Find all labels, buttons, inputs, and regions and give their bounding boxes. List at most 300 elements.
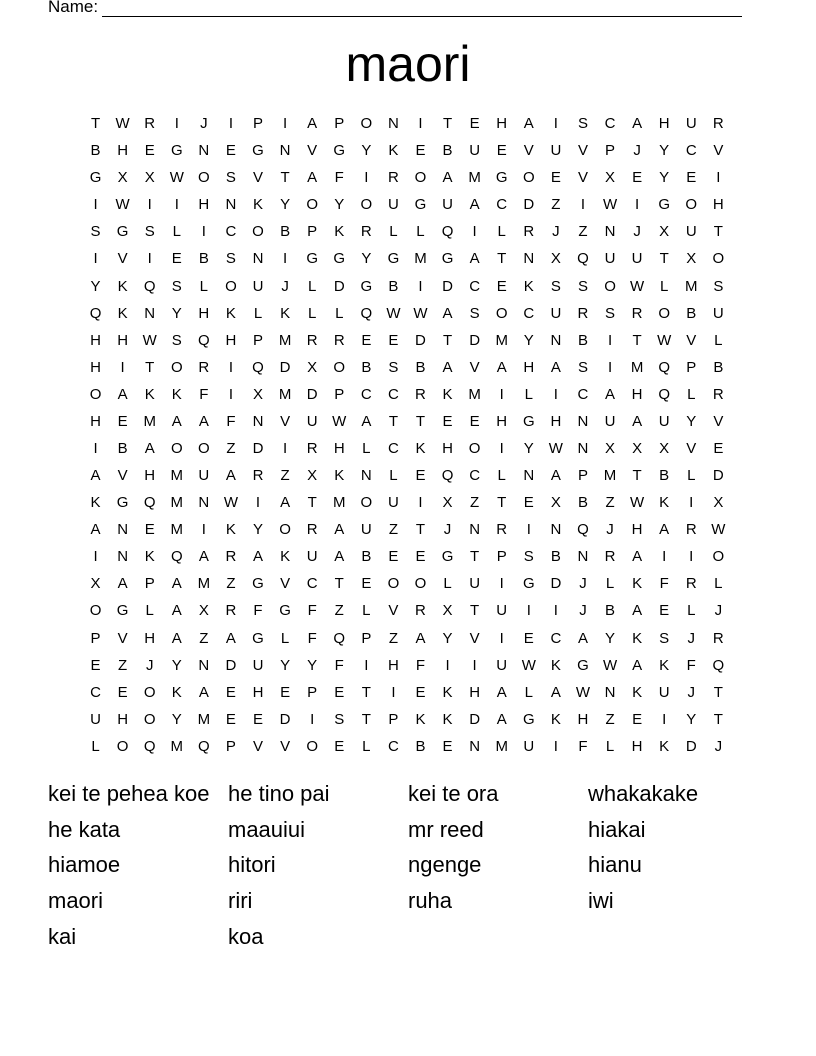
grid-letter[interactable]: M [197, 710, 211, 728]
grid-letter[interactable]: J [579, 602, 587, 620]
grid-letter[interactable]: V [469, 358, 480, 376]
grid-letter[interactable]: B [659, 467, 670, 485]
grid-letter[interactable]: A [198, 548, 209, 566]
grid-letter[interactable]: A [442, 304, 453, 322]
grid-letter[interactable]: Q [441, 223, 454, 241]
grid-letter[interactable]: H [333, 439, 345, 457]
grid-letter[interactable]: L [253, 304, 263, 322]
grid-letter[interactable]: J [633, 142, 641, 160]
grid-letter[interactable]: I [418, 277, 423, 295]
grid-letter[interactable]: H [90, 358, 101, 376]
grid-letter[interactable]: O [116, 737, 129, 755]
grid-letter[interactable]: R [523, 223, 535, 241]
grid-letter[interactable]: K [90, 494, 101, 512]
grid-letter[interactable]: Q [252, 358, 264, 376]
grid-letter[interactable]: J [687, 629, 695, 647]
grid-letter[interactable]: C [523, 304, 535, 322]
grid-letter[interactable]: G [116, 223, 129, 241]
grid-letter[interactable]: A [442, 169, 453, 187]
grid-letter[interactable]: W [521, 656, 536, 674]
grid-letter[interactable]: B [550, 548, 561, 566]
grid-letter[interactable]: O [143, 683, 156, 701]
grid-letter[interactable]: L [660, 277, 669, 295]
grid-letter[interactable]: C [550, 629, 562, 647]
grid-letter[interactable]: N [523, 467, 535, 485]
grid-letter[interactable]: H [90, 412, 101, 430]
grid-letter[interactable]: H [198, 196, 210, 214]
grid-letter[interactable]: A [90, 521, 101, 539]
grid-letter[interactable]: D [333, 277, 345, 295]
grid-letter[interactable]: R [252, 467, 264, 485]
grid-letter[interactable]: U [198, 467, 210, 485]
grid-letter[interactable]: X [117, 169, 128, 187]
grid-letter[interactable]: Y [361, 142, 372, 160]
grid-letter[interactable]: P [144, 575, 155, 593]
grid-letter[interactable]: H [144, 629, 156, 647]
grid-letter[interactable]: O [143, 710, 156, 728]
grid-letter[interactable]: Z [334, 602, 344, 620]
grid-letter[interactable]: K [171, 683, 182, 701]
grid-letter[interactable]: Q [143, 277, 156, 295]
grid-letter[interactable]: X [550, 494, 561, 512]
grid-letter[interactable]: V [253, 737, 264, 755]
grid-letter[interactable]: W [115, 115, 130, 133]
grid-letter[interactable]: X [686, 250, 697, 268]
grid-letter[interactable]: I [526, 521, 531, 539]
grid-letter[interactable]: D [415, 331, 426, 349]
grid-letter[interactable]: W [169, 169, 184, 187]
grid-letter[interactable]: I [93, 548, 98, 566]
grid-letter[interactable]: R [198, 358, 210, 376]
grid-letter[interactable]: E [253, 710, 264, 728]
grid-letter[interactable]: P [307, 223, 318, 241]
grid-letter[interactable]: I [201, 521, 206, 539]
grid-letter[interactable]: W [115, 196, 130, 214]
grid-letter[interactable]: C [685, 142, 697, 160]
grid-letter[interactable]: I [283, 115, 288, 133]
grid-letter[interactable]: K [442, 385, 453, 403]
grid-letter[interactable]: I [93, 196, 98, 214]
grid-letter[interactable]: R [225, 602, 237, 620]
grid-letter[interactable]: B [713, 358, 724, 376]
grid-letter[interactable]: H [712, 196, 724, 214]
grid-letter[interactable]: H [387, 656, 399, 674]
grid-letter[interactable]: M [170, 737, 184, 755]
grid-letter[interactable]: O [198, 169, 210, 187]
grid-letter[interactable]: O [712, 250, 725, 268]
grid-letter[interactable]: S [605, 304, 616, 322]
grid-letter[interactable]: P [388, 710, 399, 728]
grid-letter[interactable]: T [307, 494, 317, 512]
grid-letter[interactable]: E [280, 683, 291, 701]
grid-letter[interactable]: N [144, 304, 156, 322]
grid-letter[interactable]: Y [442, 629, 453, 647]
grid-letter[interactable]: S [577, 115, 588, 133]
grid-letter[interactable]: R [685, 575, 697, 593]
grid-letter[interactable]: T [497, 250, 507, 268]
grid-letter[interactable]: V [713, 142, 724, 160]
grid-letter[interactable]: A [280, 494, 291, 512]
grid-letter[interactable]: E [632, 710, 643, 728]
grid-letter[interactable]: Z [605, 494, 615, 512]
grid-letter[interactable]: O [306, 737, 318, 755]
grid-letter[interactable]: I [553, 737, 558, 755]
grid-letter[interactable]: Z [199, 629, 209, 647]
grid-letter[interactable]: U [523, 737, 535, 755]
grid-letter[interactable]: R [306, 439, 318, 457]
grid-letter[interactable]: Z [388, 629, 398, 647]
grid-letter[interactable]: I [310, 710, 315, 728]
grid-letter[interactable]: U [658, 683, 670, 701]
grid-letter[interactable]: R [387, 169, 399, 187]
grid-letter[interactable]: E [117, 683, 128, 701]
grid-letter[interactable]: T [90, 115, 101, 133]
grid-letter[interactable]: W [657, 331, 672, 349]
grid-letter[interactable]: T [280, 169, 290, 187]
grid-letter[interactable]: E [632, 169, 643, 187]
grid-letter[interactable]: E [469, 412, 480, 430]
grid-letter[interactable]: B [90, 142, 101, 160]
grid-letter[interactable]: H [198, 304, 210, 322]
grid-letter[interactable]: R [631, 304, 643, 322]
grid-letter[interactable]: B [361, 548, 372, 566]
grid-letter[interactable]: S [171, 277, 182, 295]
grid-letter[interactable]: T [713, 683, 723, 701]
grid-letter[interactable]: K [632, 629, 643, 647]
grid-letter[interactable]: N [577, 412, 589, 430]
grid-letter[interactable]: Q [360, 304, 373, 322]
grid-letter[interactable]: F [199, 385, 209, 403]
grid-letter[interactable]: E [442, 412, 453, 430]
grid-letter[interactable]: Z [226, 575, 236, 593]
grid-letter[interactable]: L [389, 223, 398, 241]
grid-letter[interactable]: V [253, 169, 264, 187]
grid-letter[interactable]: A [550, 467, 561, 485]
grid-letter[interactable]: D [279, 358, 291, 376]
grid-letter[interactable]: D [523, 196, 535, 214]
grid-letter[interactable]: M [170, 521, 184, 539]
grid-letter[interactable]: G [170, 142, 183, 160]
grid-letter[interactable]: W [548, 439, 563, 457]
grid-letter[interactable]: K [659, 494, 670, 512]
grid-letter[interactable]: G [522, 412, 535, 430]
grid-letter[interactable]: J [579, 575, 587, 593]
grid-letter[interactable]: Y [523, 331, 534, 349]
grid-letter[interactable]: Y [253, 521, 264, 539]
grid-letter[interactable]: V [686, 439, 697, 457]
grid-letter[interactable]: B [686, 304, 697, 322]
grid-letter[interactable]: U [685, 115, 697, 133]
grid-letter[interactable]: J [633, 223, 641, 241]
grid-letter[interactable]: U [90, 710, 101, 728]
grid-letter[interactable]: G [252, 142, 264, 160]
grid-letter[interactable]: L [605, 575, 615, 593]
grid-letter[interactable]: G [414, 196, 427, 214]
grid-letter[interactable]: L [307, 277, 317, 295]
grid-letter[interactable]: U [496, 602, 508, 620]
grid-letter[interactable]: A [171, 412, 182, 430]
grid-letter[interactable]: H [225, 331, 237, 349]
grid-letter[interactable]: T [334, 575, 344, 593]
grid-letter[interactable]: K [632, 683, 643, 701]
grid-letter[interactable]: G [441, 548, 454, 566]
grid-letter[interactable]: E [713, 439, 724, 457]
grid-letter[interactable]: N [198, 142, 210, 160]
grid-letter[interactable]: P [253, 331, 264, 349]
grid-letter[interactable]: L [687, 467, 696, 485]
grid-letter[interactable]: L [524, 683, 533, 701]
grid-letter[interactable]: G [116, 494, 129, 512]
grid-letter[interactable]: R [306, 331, 318, 349]
grid-letter[interactable]: U [252, 277, 264, 295]
grid-letter[interactable]: I [364, 656, 369, 674]
grid-letter[interactable]: Q [143, 737, 156, 755]
grid-letter[interactable]: L [524, 385, 533, 403]
grid-letter[interactable]: S [713, 277, 724, 295]
grid-letter[interactable]: A [225, 629, 236, 647]
grid-letter[interactable]: K [550, 710, 561, 728]
grid-letter[interactable]: R [144, 115, 156, 133]
grid-letter[interactable]: G [333, 142, 346, 160]
grid-letter[interactable]: S [90, 223, 101, 241]
grid-letter[interactable]: D [469, 710, 481, 728]
grid-letter[interactable]: U [442, 196, 453, 214]
grid-letter[interactable]: A [171, 629, 182, 647]
grid-letter[interactable]: I [418, 115, 423, 133]
grid-letter[interactable]: T [442, 115, 453, 133]
grid-letter[interactable]: R [712, 115, 724, 133]
grid-letter[interactable]: W [223, 494, 239, 512]
grid-letter[interactable]: Y [686, 710, 697, 728]
grid-letter[interactable]: L [362, 737, 371, 755]
grid-letter[interactable]: N [279, 142, 291, 160]
grid-letter[interactable]: H [144, 467, 156, 485]
grid-letter[interactable]: S [550, 277, 561, 295]
grid-letter[interactable]: K [659, 656, 670, 674]
grid-letter[interactable]: T [470, 602, 480, 620]
grid-letter[interactable]: H [469, 683, 481, 701]
grid-letter[interactable]: E [415, 142, 426, 160]
grid-letter[interactable]: E [334, 683, 345, 701]
grid-letter[interactable]: A [171, 575, 182, 593]
grid-letter[interactable]: U [469, 575, 481, 593]
grid-letter[interactable]: D [712, 467, 724, 485]
grid-letter[interactable]: O [495, 304, 508, 322]
grid-letter[interactable]: A [550, 683, 561, 701]
grid-letter[interactable]: X [659, 223, 670, 241]
grid-letter[interactable]: A [632, 602, 643, 620]
grid-letter[interactable]: F [659, 575, 669, 593]
grid-letter[interactable]: F [334, 169, 344, 187]
grid-letter[interactable]: O [225, 277, 237, 295]
grid-letter[interactable]: C [469, 277, 481, 295]
grid-letter[interactable]: E [442, 737, 453, 755]
grid-letter[interactable]: S [659, 629, 670, 647]
grid-letter[interactable]: V [117, 250, 128, 268]
grid-letter[interactable]: P [496, 548, 507, 566]
grid-letter[interactable]: L [362, 602, 371, 620]
grid-letter[interactable]: X [713, 494, 724, 512]
grid-letter[interactable]: U [387, 494, 399, 512]
grid-letter[interactable]: Q [658, 358, 671, 376]
grid-letter[interactable]: K [171, 385, 182, 403]
grid-letter[interactable]: O [170, 439, 183, 457]
grid-letter[interactable]: U [469, 142, 481, 160]
grid-letter[interactable]: K [632, 575, 643, 593]
grid-letter[interactable]: A [307, 169, 318, 187]
grid-letter[interactable]: O [333, 358, 346, 376]
grid-letter[interactable]: D [442, 277, 453, 295]
grid-letter[interactable]: O [170, 358, 183, 376]
grid-letter[interactable]: P [225, 737, 236, 755]
grid-letter[interactable]: Z [578, 223, 588, 241]
grid-letter[interactable]: X [198, 602, 209, 620]
grid-letter[interactable]: N [550, 331, 562, 349]
grid-letter[interactable]: V [686, 331, 697, 349]
grid-letter[interactable]: I [228, 358, 234, 376]
grid-letter[interactable]: I [526, 602, 531, 620]
grid-letter[interactable]: J [714, 737, 723, 755]
grid-letter[interactable]: U [550, 304, 562, 322]
grid-letter[interactable]: A [632, 656, 643, 674]
grid-letter[interactable]: N [117, 521, 129, 539]
grid-letter[interactable]: R [415, 602, 426, 620]
grid-letter[interactable]: V [388, 602, 399, 620]
grid-letter[interactable]: O [712, 548, 725, 566]
grid-letter[interactable]: E [361, 331, 372, 349]
grid-letter[interactable]: W [602, 196, 618, 214]
grid-letter[interactable]: O [360, 196, 373, 214]
grid-letter[interactable]: I [553, 385, 558, 403]
grid-letter[interactable]: H [90, 331, 101, 349]
grid-letter[interactable]: X [605, 169, 616, 187]
grid-letter[interactable]: I [255, 494, 261, 512]
grid-letter[interactable]: C [387, 385, 399, 403]
grid-letter[interactable]: Q [577, 521, 589, 539]
grid-letter[interactable]: Q [441, 467, 454, 485]
grid-letter[interactable]: P [605, 142, 616, 160]
grid-letter[interactable]: I [283, 439, 288, 457]
grid-letter[interactable]: R [496, 521, 508, 539]
grid-letter[interactable]: A [307, 115, 318, 133]
grid-letter[interactable]: M [332, 494, 346, 512]
grid-letter[interactable]: I [93, 250, 98, 268]
grid-letter[interactable]: A [198, 412, 209, 430]
grid-letter[interactable]: T [632, 467, 642, 485]
grid-letter[interactable]: R [685, 521, 697, 539]
grid-letter[interactable]: E [415, 467, 426, 485]
grid-letter[interactable]: T [415, 521, 426, 539]
grid-letter[interactable]: I [499, 629, 504, 647]
grid-letter[interactable]: Q [658, 385, 671, 403]
grid-letter[interactable]: W [630, 277, 645, 295]
grid-letter[interactable]: L [687, 385, 696, 403]
grid-letter[interactable]: N [225, 196, 237, 214]
grid-letter[interactable]: J [687, 683, 695, 701]
grid-letter[interactable]: V [307, 142, 318, 160]
grid-letter[interactable]: T [361, 710, 371, 728]
grid-letter[interactable]: H [631, 385, 643, 403]
grid-letter[interactable]: I [120, 358, 125, 376]
grid-letter[interactable]: H [117, 710, 129, 728]
grid-letter[interactable]: Y [171, 656, 182, 674]
grid-letter[interactable]: F [307, 602, 317, 620]
grid-letter[interactable]: L [91, 737, 100, 755]
grid-letter[interactable]: J [145, 656, 154, 674]
grid-letter[interactable]: X [442, 494, 453, 512]
grid-letter[interactable]: G [522, 710, 535, 728]
grid-letter[interactable]: Q [143, 494, 156, 512]
grid-letter[interactable]: X [90, 575, 101, 593]
grid-letter[interactable]: K [659, 737, 670, 755]
grid-letter[interactable]: M [278, 331, 292, 349]
grid-letter[interactable]: D [469, 331, 481, 349]
grid-letter[interactable]: C [387, 439, 399, 457]
grid-letter[interactable]: D [306, 385, 318, 403]
grid-letter[interactable]: K [334, 223, 345, 241]
grid-letter[interactable]: A [253, 548, 264, 566]
grid-letter[interactable]: Y [361, 250, 372, 268]
grid-letter[interactable]: V [117, 467, 128, 485]
grid-letter[interactable]: Q [712, 656, 725, 674]
grid-letter[interactable]: J [552, 223, 560, 241]
grid-letter[interactable]: T [497, 494, 507, 512]
grid-letter[interactable]: R [712, 629, 724, 647]
grid-letter[interactable]: D [225, 656, 237, 674]
grid-letter[interactable]: S [144, 223, 155, 241]
grid-letter[interactable]: G [441, 250, 454, 268]
grid-letter[interactable]: A [496, 710, 507, 728]
grid-letter[interactable]: M [278, 385, 292, 403]
grid-letter[interactable]: L [172, 223, 181, 241]
grid-letter[interactable]: O [89, 602, 102, 620]
grid-letter[interactable]: M [468, 385, 481, 403]
grid-letter[interactable]: Z [226, 439, 236, 457]
grid-letter[interactable]: U [685, 223, 697, 241]
grid-letter[interactable]: G [252, 629, 264, 647]
grid-letter[interactable]: R [712, 385, 724, 403]
grid-letter[interactable]: B [198, 250, 209, 268]
grid-letter[interactable]: K [117, 277, 128, 295]
grid-letter[interactable]: H [117, 331, 129, 349]
grid-letter[interactable]: I [662, 548, 667, 566]
grid-letter[interactable]: U [712, 304, 724, 322]
grid-letter[interactable]: M [685, 277, 698, 295]
grid-letter[interactable]: X [632, 439, 643, 457]
grid-letter[interactable]: M [414, 250, 427, 268]
grid-letter[interactable]: I [147, 196, 152, 214]
grid-letter[interactable]: U [496, 656, 508, 674]
grid-letter[interactable]: L [443, 575, 452, 593]
grid-letter[interactable]: A [442, 358, 453, 376]
grid-letter[interactable]: K [225, 304, 236, 322]
grid-letter[interactable]: T [713, 710, 723, 728]
grid-letter[interactable]: U [252, 656, 264, 674]
grid-letter[interactable]: G [522, 575, 535, 593]
grid-letter[interactable]: A [496, 683, 507, 701]
grid-letter[interactable]: B [361, 358, 372, 376]
grid-letter[interactable]: Y [659, 142, 670, 160]
grid-letter[interactable]: P [253, 115, 264, 133]
grid-letter[interactable]: C [577, 385, 589, 403]
grid-letter[interactable]: E [334, 737, 345, 755]
grid-letter[interactable]: A [550, 358, 561, 376]
grid-letter[interactable]: K [442, 683, 453, 701]
grid-letter[interactable]: Z [280, 467, 290, 485]
grid-letter[interactable]: I [472, 656, 477, 674]
grid-letter[interactable]: J [714, 602, 723, 620]
grid-letter[interactable]: A [117, 575, 128, 593]
